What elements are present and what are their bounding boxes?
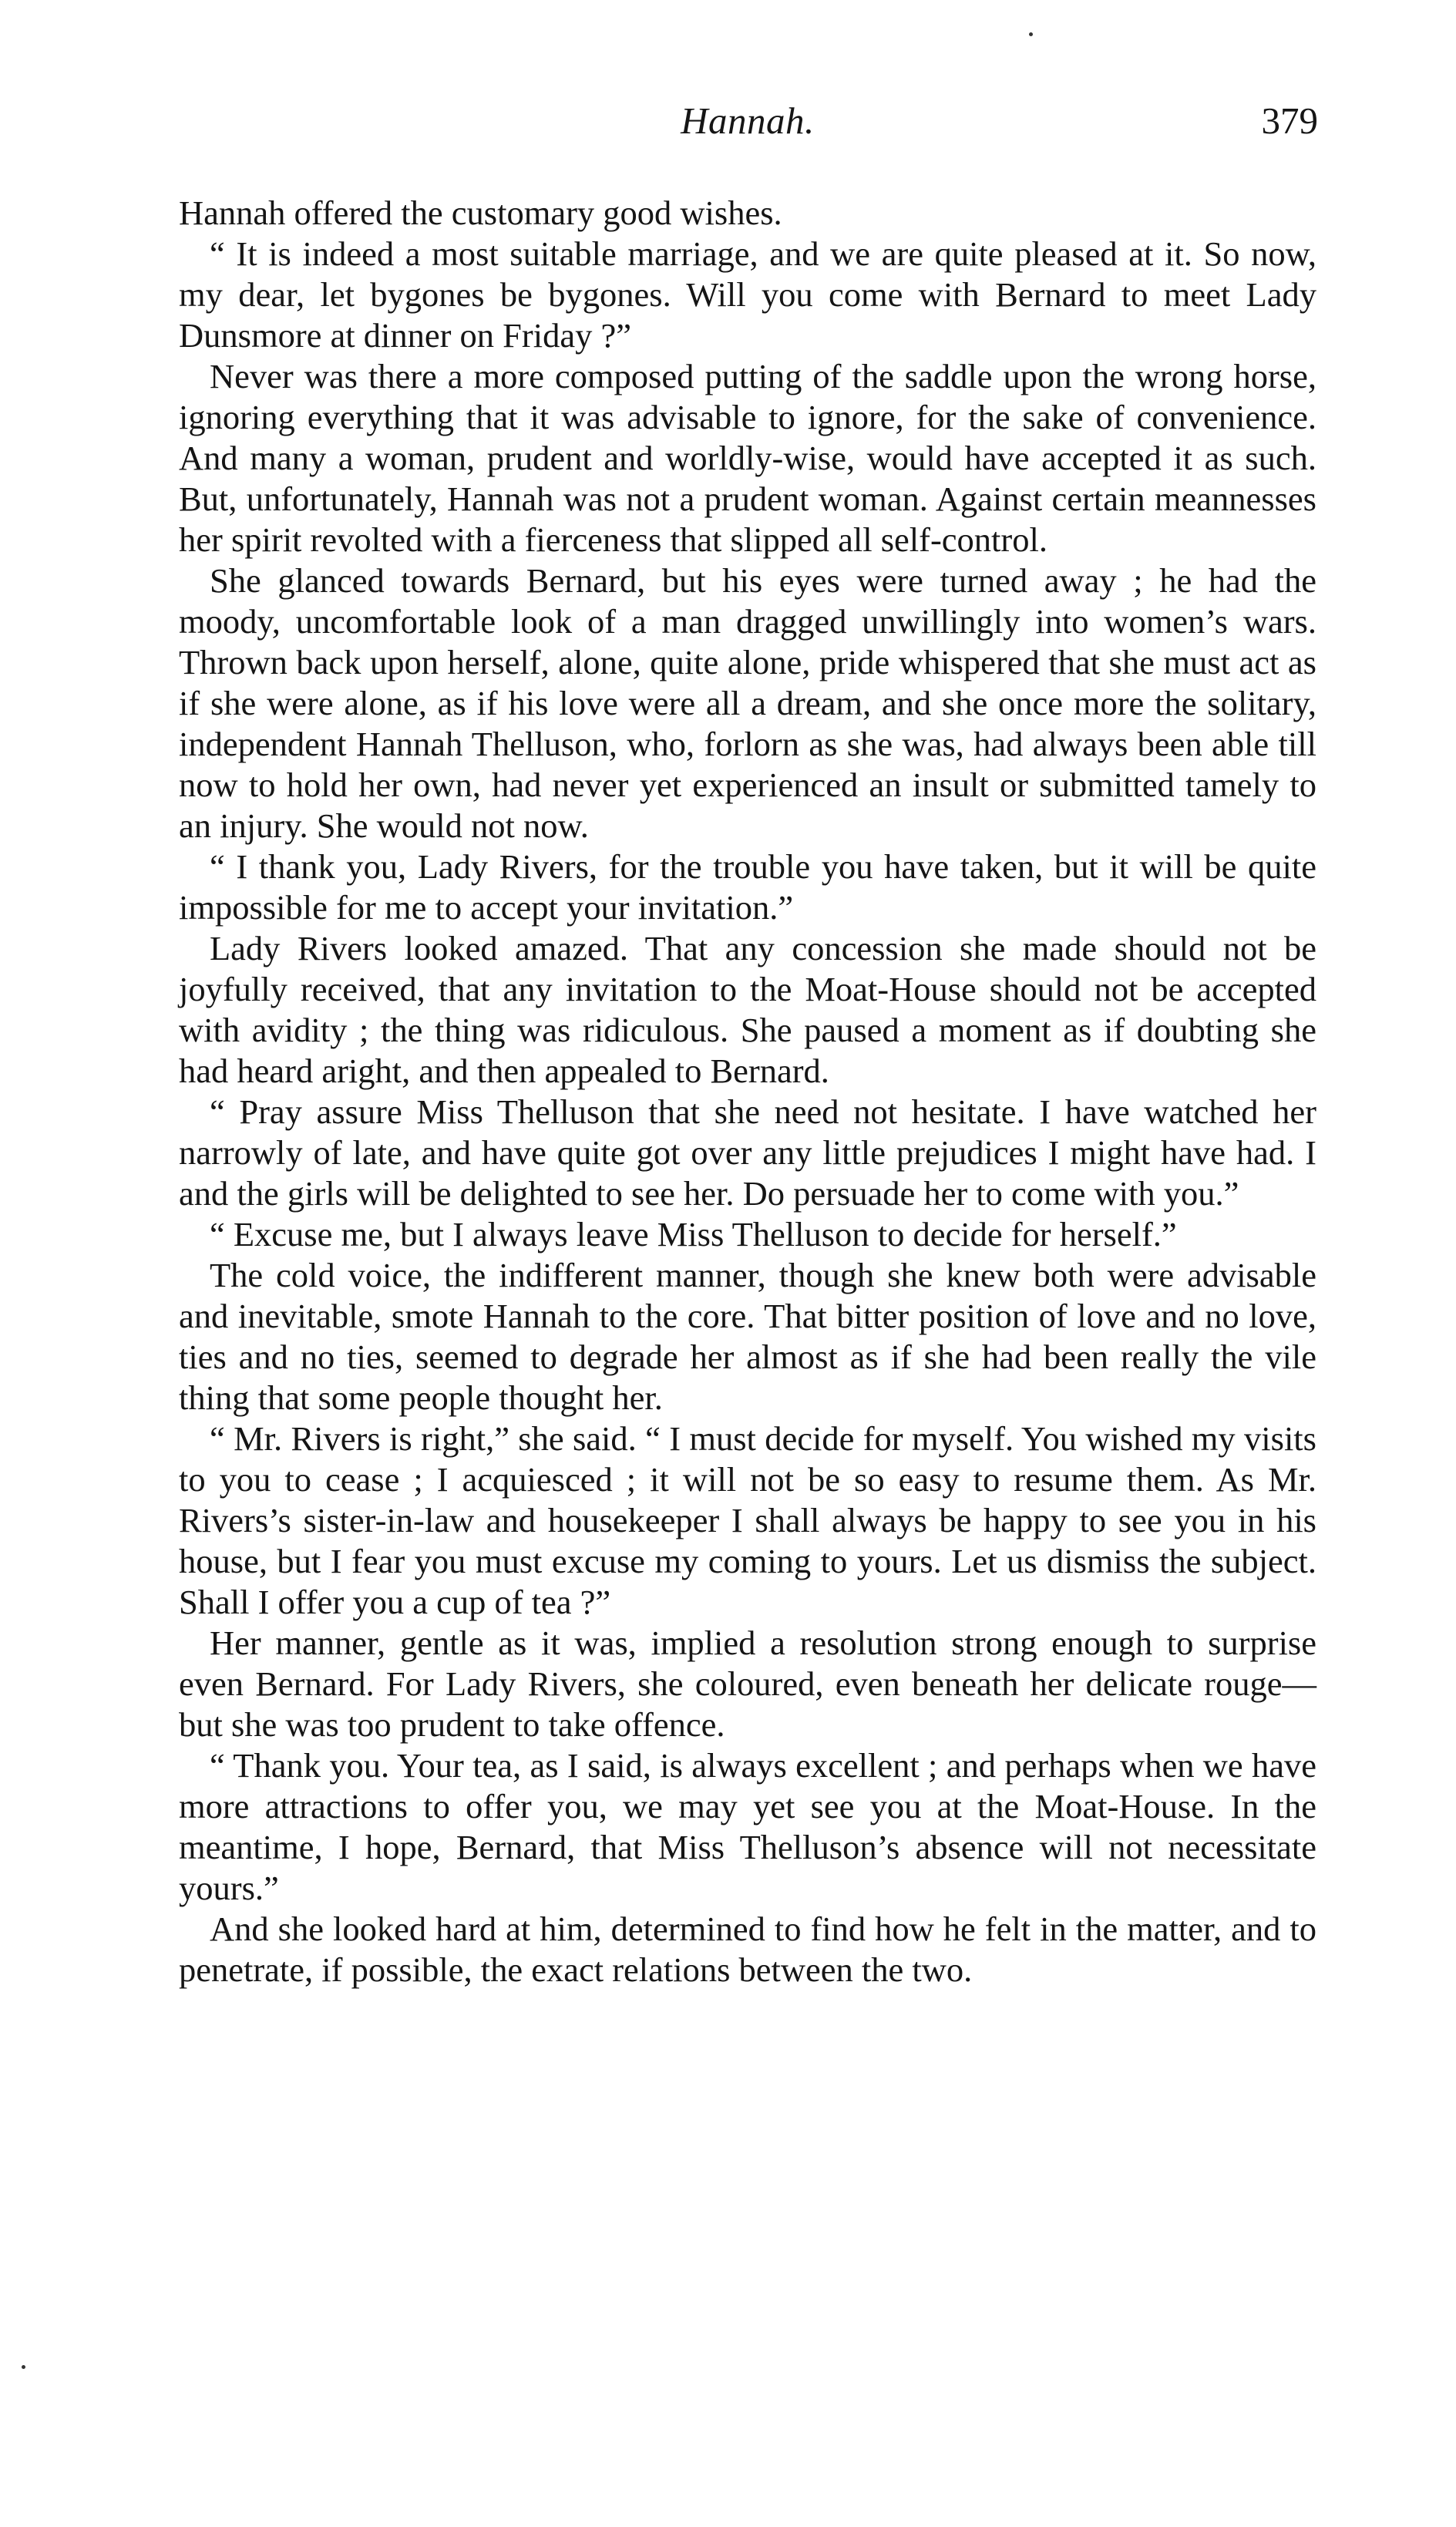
page-header — [177, 99, 1318, 160]
paragraph: Hannah offered the customary good wishes. — [179, 193, 782, 232]
paragraph: Lady Rivers looked amazed. That any concession she made should not be joyfully received, that any invitation to the Moat-House should not be accepted with avidity ; the thing was ridiculous. She paused a moment as if doubting she had heard aright, and then appealed to Bernard. — [179, 929, 1316, 1090]
paragraph: The cold voice, the indifferent manner, though she knew both were advisable and inevitable, smote Hannah to the core. That bitter position of love and no love, ties and no ties, seemed to degrade her almost as if she had been really the vile thing that some people thought her. — [179, 1256, 1316, 1417]
paragraph: “ I thank you, Lady Rivers, for the trouble you have taken, but it will be quite impossible for me to accept your invitation.” — [179, 847, 1316, 927]
paragraph: She glanced towards Bernard, but his eyes were turned away ; he had the moody, uncomfortable look of a man dragged unwillingly into women’s wars. Thrown back upon herself, alone, quite alone, pride whispered that she must act as if she were alone, as if his love were all a dream, and she once more the solitary, independent Hannah Thelluson, who, forlorn as she was, had always been able till now to hold her own, had never yet experienced an insult or submitted tamely to an injury. She would not now. — [179, 561, 1316, 845]
page-number: 379 — [1261, 99, 1318, 142]
paragraph: Never was there a more composed putting of the saddle upon the wrong horse, ignoring everything that it was advisable to ignore, for the sake of convenience. And many a woman, prudent and worldly-wise, would have accepted it as such. But, unfortunately, Hannah was not a prudent woman. Against certain meannesses her spirit revolted with a fierceness that slipped all self-control. — [179, 357, 1316, 559]
paragraph: “ Mr. Rivers is right,” she said. “ I must decide for myself. You wished my visits to you to cease ; I acquiesced ; it will not be so easy to resume them. As Mr. Rivers’s sister-in-law and housekeeper I shall always be happy to see you in his house, but I fear you must excuse my coming to yours. Let us dismiss the subject. Shall I offer you a cup of tea ?” — [179, 1419, 1316, 1621]
paragraph: “ It is indeed a most suitable marriage, and we are quite pleased at it. So now, my dear, let bygones be bygones. Will you come with Bernard to meet Lady Dunsmore at dinner on Friday ?” — [179, 234, 1316, 355]
print-speck — [22, 2365, 25, 2369]
paragraph: “ Excuse me, but I always leave Miss Thelluson to decide for herself.” — [210, 1215, 1177, 1253]
body-text — [179, 193, 1316, 1990]
paragraph: And she looked hard at him, determined to find how he felt in the matter, and to penetrate, if possible, the exact relations between the two. — [179, 1910, 1316, 1989]
paragraph: Her manner, gentle as it was, implied a resolution strong enough to surprise even Bernard. For Lady Rivers, she coloured, even beneath her delicate rouge—but she was too prudent to take offence. — [179, 1624, 1316, 1744]
running-title: Hannah. — [681, 99, 815, 142]
print-speck — [1029, 32, 1033, 36]
paragraph: “ Thank you. Your tea, as I said, is always excellent ; and perhaps when we have more attractions to offer you, we may yet see you at the Moat-House. In the meantime, I hope, Bernard, that Miss Thelluson’s absence will not necessitate yours.” — [179, 1746, 1316, 1907]
paragraph: “ Pray assure Miss Thelluson that she need not hesitate. I have watched her narrowly of late, and have quite got over any little prejudices I might have had. I and the girls will be delighted to see her. Do persuade her to come with you.” — [179, 1092, 1316, 1213]
